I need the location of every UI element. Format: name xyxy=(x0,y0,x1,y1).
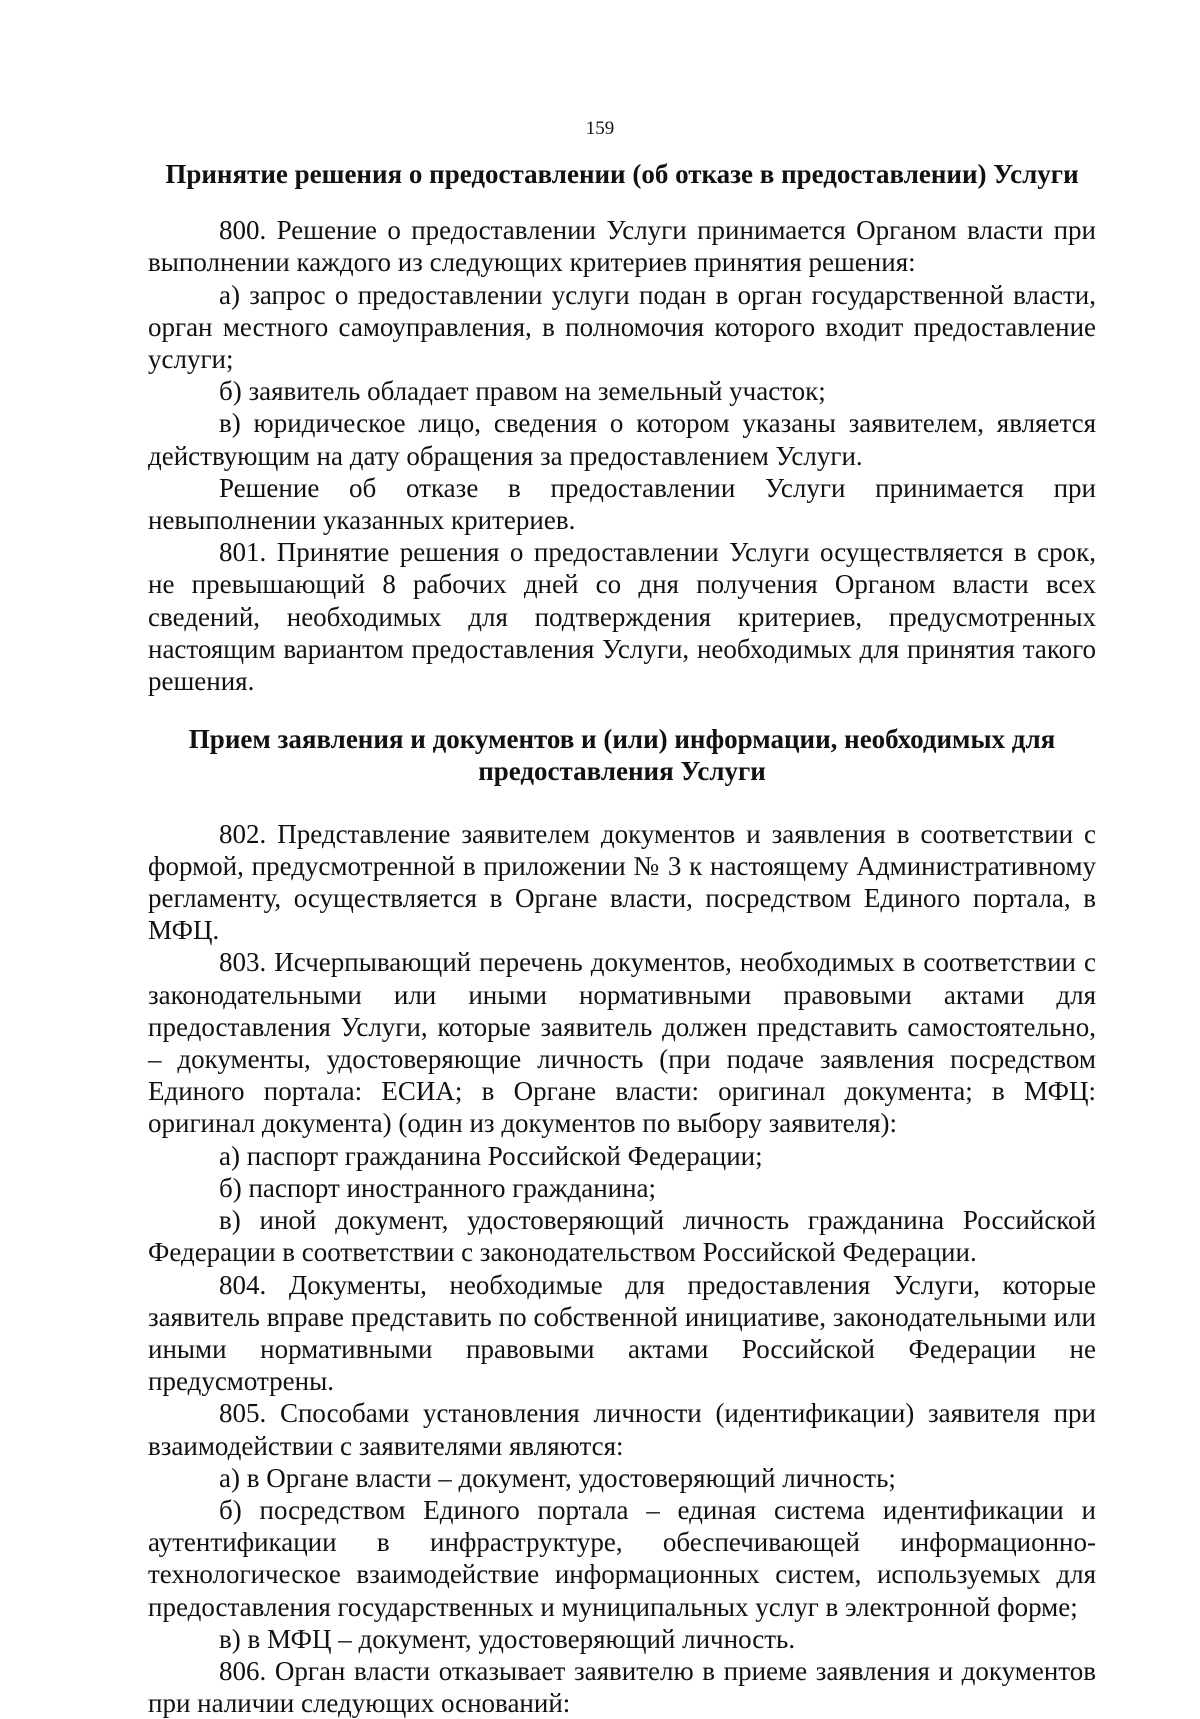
list-item-805-b: б) посредством Единого портала – единая система идентификации и аутентификации в инфраструктуре, обеспечивающей информационно-технологическое взаимодействие информационных систем, используемых для предоставления государственных и муниципальных услуг в электронной форме; xyxy=(148,1494,1096,1622)
paragraph-804: 804. Документы, необходимые для предоставления Услуги, которые заявитель вправе представить по собственной инициативе, законодательными или иными нормативными правовыми актами Российской Федерации не предусмотрены. xyxy=(148,1269,1096,1397)
list-item-805-a: а) в Органе власти – документ, удостоверяющий личность; xyxy=(219,1462,896,1493)
page-number: 159 xyxy=(585,118,615,139)
list-item-800-b: б) заявитель обладает правом на земельный участок; xyxy=(219,376,826,407)
section-heading-reception xyxy=(148,723,1096,787)
paragraph-802: 802. Представление заявителем документов и заявления в соответствии с формой, предусмотренной в приложении № 3 к настоящему Административному регламенту, осуществляется в Органе власти, посредством Единого портала, в МФЦ. xyxy=(148,818,1096,946)
paragraph-800: 800. Решение о предоставлении Услуги принимается Органом власти при выполнении каждого из следующих критериев принятия решения: xyxy=(148,215,1096,278)
list-item-805-c: в) в МФЦ – документ, удостоверяющий личность. xyxy=(219,1623,796,1654)
paragraph-806: 806. Орган власти отказывает заявителю в приеме заявления и документов при наличии следующих оснований: xyxy=(148,1655,1096,1719)
list-item-803-b: б) паспорт иностранного гражданина; xyxy=(219,1172,657,1203)
list-item-803-a: а) паспорт гражданина Российской Федерации; xyxy=(219,1140,763,1171)
list-item-800-c: в) юридическое лицо, сведения о котором указаны заявителем, является действующим на дату обращения за предоставлением Услуги. xyxy=(148,408,1096,471)
section-heading-reception-line1: Прием заявления и документов и (или) информации, необходимых для xyxy=(188,724,1056,755)
paragraph-refusal: Решение об отказе в предоставлении Услуги принимается при невыполнении указанных критериев. xyxy=(148,472,1096,536)
paragraph-805: 805. Способами установления личности (идентификации) заявителя при взаимодействии с заявителями являются: xyxy=(148,1398,1096,1461)
list-item-800-a: а) запрос о предоставлении услуги подан в орган государственной власти, орган местного самоуправления, в полномочия которого входит предоставление услуги; xyxy=(148,279,1096,375)
document-body xyxy=(148,158,1096,1719)
section-heading-decision: Принятие решения о предоставлении (об отказе в предоставлении) Услуги xyxy=(165,159,1079,189)
paragraph-803: 803. Исчерпывающий перечень документов, необходимых в соответствии с законодательными или иными нормативными правовыми актами для предоставления Услуги, которые заявитель должен представить самостоятельно, – документы, удостоверяющие личность (при подаче заявления посредством Единого портала: ЕСИА; в Органе власти: оригинал документа; в МФЦ: оригинал документа) (один из документов по выбору заявителя): xyxy=(148,947,1096,1139)
paragraph-801: 801. Принятие решения о предоставлении Услуги осуществляется в срок, не превышающий 8 рабочих дней со дня получения Органом власти всех сведений, необходимых для подтверждения критериев, предусмотренных настоящим вариантом предоставления Услуги, необходимых для принятия такого решения. xyxy=(148,537,1096,697)
list-item-803-c: в) иной документ, удостоверяющий личность гражданина Российской Федерации в соответствии с законодательством Российской Федерации. xyxy=(148,1205,1096,1268)
section-heading-reception-line2: предоставления Услуги xyxy=(478,756,766,787)
